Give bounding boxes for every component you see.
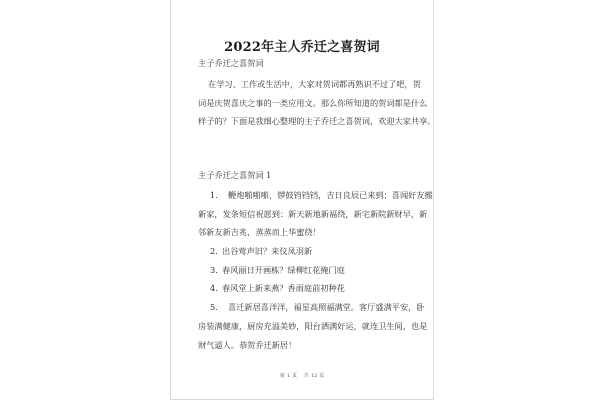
page-unit: 页 [292, 373, 298, 379]
list-item-text: 新家，发条短信祝愿到：新天新地新福绕，新宅新院新财早，新 [198, 209, 428, 219]
list-item-text: 出谷莺声旧？来仪凤羽新 [222, 246, 313, 256]
document-title: 2022年主人乔迁之喜贺词 [224, 40, 380, 55]
list-item-text: 喜迁新居喜洋洋，福星高照福满堂。客厅盛满平安，卧 [228, 302, 425, 312]
section-heading: 主子乔迁之喜贺词 1 [198, 170, 272, 180]
total-pages: 12 [310, 373, 318, 379]
list-item-text: 春风堂上新来燕？香雨庭前初种花 [222, 283, 345, 293]
total-prefix: 共 [303, 373, 309, 379]
section-heading: 主子乔迁之喜贺词 [198, 58, 264, 68]
list-item-number: 5. [210, 302, 218, 312]
list-item-text: 春风丽日开画栋？绿柳红花掩门庭 [222, 265, 345, 275]
page-number: 1 [286, 373, 290, 379]
list-item-text: 财气逼人。恭贺乔迁新居！ [198, 340, 297, 350]
list-item-number: 2. [210, 246, 218, 256]
document-page [170, 0, 434, 400]
intro-line: 在学习、工作或生活中，大家对贺词都再熟识不过了吧，贺 [208, 79, 421, 89]
list-item-number: 4. [210, 283, 218, 293]
list-item-text: 鞭炮啪啪啪，锣鼓铛铛铛，吉日良辰已来到；喜闻好友搬 [228, 190, 433, 200]
list-item-number: 3. [210, 265, 218, 275]
page-footer [171, 372, 433, 379]
list-item-text: 邻新友新吉兆，蒸蒸而上华蜜绕！ [198, 227, 321, 237]
intro-line: 样子的？下面是我细心整理的主子乔迁之喜贺词，欢迎大家共享。 [198, 116, 436, 126]
intro-line: 词是庆贺喜庆之事的一类应用文。那么你所知道的贺词都是什么 [198, 98, 428, 108]
total-unit: 页 [319, 373, 325, 379]
page-prefix: 第 [279, 373, 285, 379]
list-item-text: 房装满健康，厨房充溢美妙，阳台洒满好运，就连卫生间，也是 [198, 321, 428, 331]
list-item-number: 1. [210, 190, 218, 200]
